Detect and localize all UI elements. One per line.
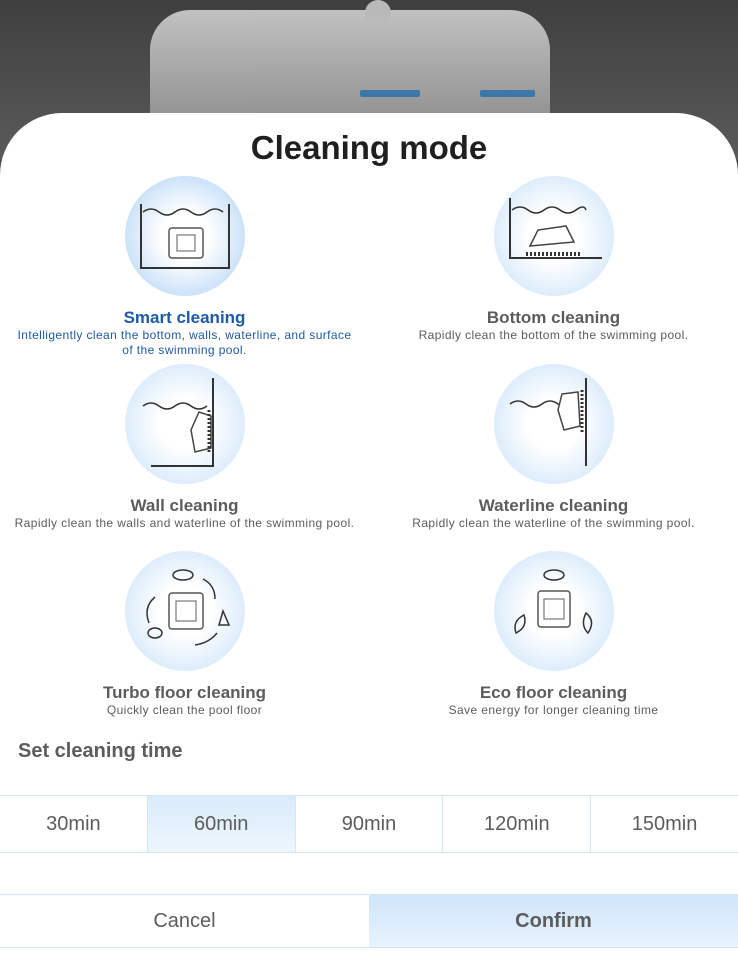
mode-waterline-cleaning[interactable] <box>369 364 738 531</box>
mode-eco-floor-cleaning[interactable] <box>369 551 738 718</box>
mode-name: Smart cleaning <box>123 308 246 327</box>
time-option-60min[interactable]: 60min <box>148 796 296 852</box>
mode-description: Intelligently clean the bottom, walls, waterline, and surface of the swimming pool. <box>17 328 352 357</box>
action-bar <box>0 894 738 948</box>
cancel-button[interactable]: Cancel <box>153 909 216 932</box>
time-option-150min[interactable]: 150min <box>631 812 698 835</box>
turbo-floor-cleaning-icon <box>125 551 245 671</box>
mode-description: Rapidly clean the walls and waterline of the swimming pool. <box>14 516 355 530</box>
time-option-120min[interactable]: 120min <box>443 796 591 852</box>
mode-description: Quickly clean the pool floor <box>106 703 263 717</box>
bottom-cleaning-icon <box>494 176 614 296</box>
mode-smart-cleaning[interactable] <box>0 176 369 358</box>
mode-name: Eco floor cleaning <box>479 683 628 702</box>
pool-robot-image <box>150 10 550 125</box>
mode-name: Turbo floor cleaning <box>102 683 267 702</box>
mode-bottom-cleaning[interactable] <box>369 176 738 343</box>
mode-name: Waterline cleaning <box>478 496 629 515</box>
mode-turbo-floor-cleaning[interactable] <box>0 551 369 718</box>
mode-name: Wall cleaning <box>130 496 239 515</box>
waterline-cleaning-icon <box>494 364 614 484</box>
confirm-button[interactable]: Confirm <box>369 895 738 947</box>
mode-description: Save energy for longer cleaning time <box>448 703 659 717</box>
eco-floor-cleaning-icon <box>494 551 614 671</box>
robot-led-strip <box>360 90 420 97</box>
robot-led-strip <box>480 90 535 97</box>
robot-knob <box>365 0 391 26</box>
mode-wall-cleaning[interactable] <box>0 364 369 531</box>
cleaning-mode-sheet <box>0 113 738 960</box>
mode-description: Rapidly clean the bottom of the swimming pool. <box>418 328 689 342</box>
time-option-30min[interactable]: 30min <box>0 796 148 852</box>
cleaning-time-selector <box>0 795 738 853</box>
sheet-title: Cleaning mode <box>250 129 488 166</box>
set-cleaning-time-title: Set cleaning time <box>18 740 183 762</box>
smart-cleaning-icon <box>125 176 245 296</box>
mode-name: Bottom cleaning <box>486 308 621 327</box>
mode-description: Rapidly clean the waterline of the swimming pool. <box>412 516 695 530</box>
time-option-90min[interactable]: 90min <box>296 796 444 852</box>
wall-cleaning-icon <box>125 364 245 484</box>
